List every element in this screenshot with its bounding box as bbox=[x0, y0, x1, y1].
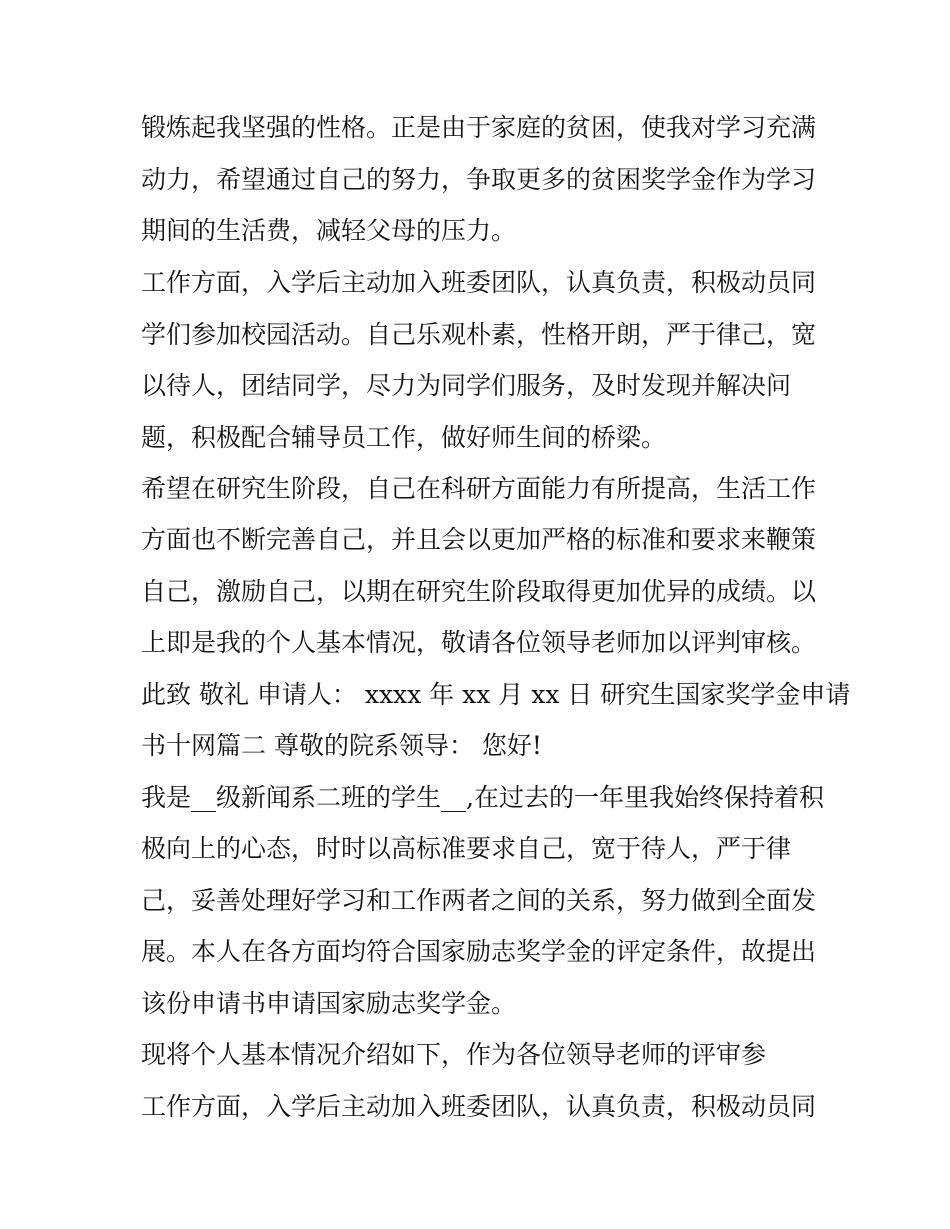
text-line: 展。本人在各方面均符合国家励志奖学金的评定条件，故提出 bbox=[141, 937, 817, 966]
text-line: 该份申请书申请国家励志奖学金。 bbox=[141, 989, 517, 1018]
text-line: 动力，希望通过自己的努力，争取更多的贫困奖学金作为学习 bbox=[141, 165, 817, 194]
text-line: 我是__级新闻系二班的学生__,在过去的一年里我始终保持着积 bbox=[141, 783, 824, 812]
text-line: 工作方面，入学后主动加入班委团队，认真负责，积极动员同 bbox=[141, 1092, 817, 1121]
text-line: 书十网篇二 尊敬的院系领导： 您好! bbox=[141, 731, 542, 760]
text-line: 学们参加校园活动。自己乐观朴素，性格开朗，严于律己，宽 bbox=[141, 320, 817, 349]
text-line: 以待人，团结同学，尽力为同学们服务，及时发现并解决问 bbox=[141, 371, 792, 400]
text-line: 希望在研究生阶段，自己在科研方面能力有所提高，生活工作 bbox=[141, 474, 817, 503]
text-line: 此致 敬礼 申请人： xxxx 年 xx 月 xx 日 研究生国家奖学金申请 bbox=[141, 680, 851, 709]
text-line: 期间的生活费，减轻父母的压力。 bbox=[141, 216, 517, 245]
text-line: 极向上的心态，时时以高标准要求自己，宽于待人，严于律 bbox=[141, 834, 792, 863]
text-line: 自己，激励自己，以期在研究生阶段取得更加优异的成绩。以 bbox=[141, 577, 817, 606]
text-line: 题，积极配合辅导员工作，做好师生间的桥梁。 bbox=[141, 423, 667, 452]
text-line: 现将个人基本情况介绍如下，作为各位领导老师的评审参 bbox=[141, 1040, 767, 1069]
text-line: 工作方面，入学后主动加入班委团队，认真负责，积极动员同 bbox=[141, 268, 817, 297]
text-line: 方面也不断完善自己，并且会以更加严格的标准和要求来鞭策 bbox=[141, 525, 817, 554]
text-line: 锻炼起我坚强的性格。正是由于家庭的贫困，使我对学习充满 bbox=[141, 113, 817, 142]
text-line: 己，妥善处理好学习和工作两者之间的关系，努力做到全面发 bbox=[141, 886, 817, 915]
text-line: 上即是我的个人基本情况，敬请各位领导老师加以评判审核。 bbox=[141, 628, 817, 657]
